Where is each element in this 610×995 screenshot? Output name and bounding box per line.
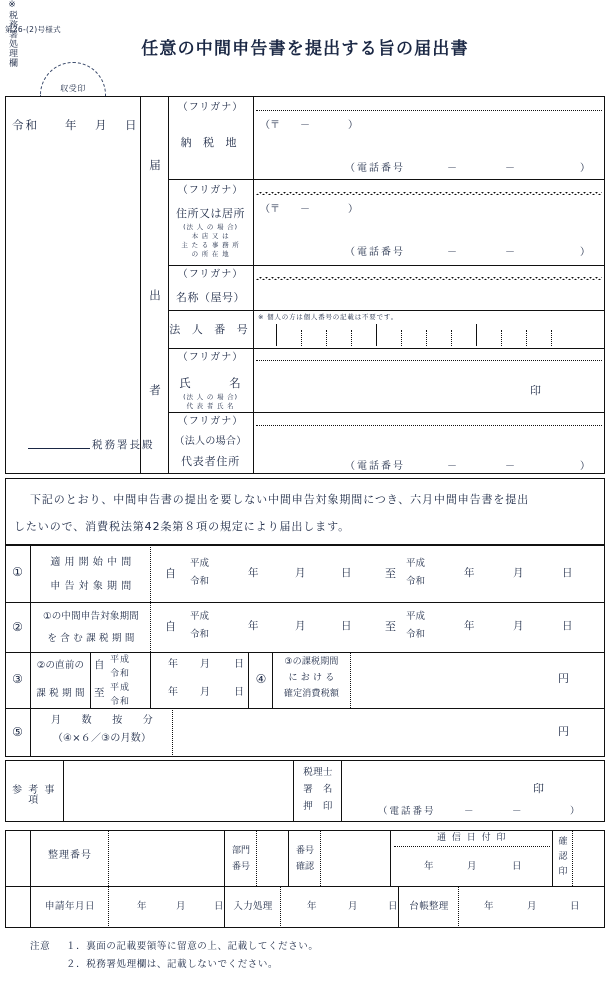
item-1-from-day: 日 [341, 567, 352, 579]
corporate-number-cell-divider [351, 330, 352, 346]
filing-date-day: 日 [125, 118, 137, 132]
comm-date-stamp-label: 通 信 日 付 印 [437, 833, 507, 843]
address-label: 住所又は居所 [176, 207, 245, 220]
phone-suffix-address: ） [580, 247, 590, 258]
furigana-rule [256, 277, 602, 280]
item-2-label-0: ①の中間申告対象期間 [42, 611, 140, 622]
postal-dash-address: － [300, 204, 310, 215]
divider [350, 652, 351, 708]
item-1-label-1: 申 告 対 象 期 間 [50, 581, 132, 592]
item-3-to-day: 日 [234, 687, 244, 698]
item-1-label-0: 適 用 開 始 中 間 [50, 557, 132, 568]
filing-date-month: 月 [95, 118, 107, 132]
phone-label-rep: （電話番号 [345, 461, 405, 472]
divider [172, 708, 173, 757]
tax-accountant-phone-suffix: ） [570, 806, 580, 817]
item-1-marker: ① [12, 565, 23, 579]
divider [224, 830, 225, 886]
item-5-marker: ⑤ [12, 725, 23, 739]
tax-accountant-label-1: 署 名 [303, 784, 333, 795]
item-3-marker: ③ [12, 672, 23, 686]
postal-suffix-address: ） [348, 204, 358, 215]
rep-address-sublabel: （法人の場合） [174, 436, 247, 447]
item-4-label-2: 確定消費税額 [283, 689, 340, 699]
divider [63, 760, 64, 822]
filing-date-era: 令和 [12, 118, 39, 132]
item-1-to: 至 [385, 567, 396, 580]
application-date-day: 日 [214, 901, 224, 912]
item-2-marker: ② [12, 620, 23, 634]
tax-office-input-line [28, 448, 90, 449]
divider [5, 652, 605, 653]
divider [168, 179, 605, 180]
postal-prefix-address: （〒 [260, 204, 280, 215]
ledger-organize-label: 台帳整理 [409, 901, 449, 912]
office-use-block [5, 830, 605, 928]
item-2-from: 自 [165, 620, 176, 633]
footer-notes-label: 注意 [30, 941, 51, 952]
item-2-to-reiwa: 令和 [406, 629, 426, 640]
declarant-vertical-char-0: 届 [149, 158, 161, 172]
phone-dash2-address: － [505, 247, 515, 258]
input-process-label: 入力処理 [233, 901, 273, 912]
number-check-label-0: 番号 [295, 846, 314, 856]
item-3-label-1: 課 税 期 間 [36, 688, 85, 699]
corporate-number-cell-divider [301, 330, 302, 346]
tax-accountant-label-2: 押 印 [303, 801, 333, 812]
corporate-number-cell-divider [376, 324, 377, 346]
tax-accountant-phone-dash1: － [464, 806, 474, 817]
phone-suffix-rep: ） [580, 461, 590, 472]
remarks-label: 参 考 事 項 [12, 785, 56, 806]
divider [248, 652, 249, 708]
tax-accountant-label-0: 税理士 [303, 767, 333, 778]
item-3-to-year: 年 [168, 687, 178, 698]
item-3-to-heisei: 平成 [110, 683, 131, 693]
corporate-number-cell-divider [276, 324, 277, 346]
item-1-from: 自 [165, 567, 176, 580]
personal-name-sublabel-0: (法 人 の 場 合) [183, 393, 238, 401]
item-2-to-day: 日 [562, 620, 573, 632]
page-title: 任意の中間申告書を提出する旨の届出書 [141, 39, 469, 59]
item-3-to-reiwa: 令和 [110, 697, 131, 707]
item-2-to: 至 [385, 620, 396, 633]
item-4-marker: ④ [255, 672, 267, 686]
confirm-seal-label-2: 印 [558, 867, 568, 877]
divider [280, 886, 281, 928]
receipt-stamp-label: 収受印 [60, 84, 86, 93]
ledger-organize-month: 月 [527, 901, 537, 912]
item-1-to-day: 日 [562, 567, 573, 579]
item-3-to-month: 月 [200, 687, 210, 698]
divider [293, 760, 294, 822]
item-2-to-year: 年 [464, 620, 475, 632]
form-number: 第26-(2)号様式 [5, 25, 61, 34]
address-sublabel-1: 本 店 又 は [191, 232, 230, 240]
number-check-label-1: 確認 [295, 862, 314, 872]
divider [272, 652, 273, 708]
tax-office-label: 税務署長殿 [92, 439, 155, 451]
comm-date-month: 月 [467, 861, 477, 872]
corporate-number-cell-divider [426, 330, 427, 346]
item-1-to-month: 月 [513, 567, 524, 579]
furigana-rule [256, 360, 602, 361]
divider [168, 310, 605, 311]
address-sublabel-3: の 所 在 地 [191, 250, 230, 258]
divider [341, 760, 342, 822]
divider [90, 652, 91, 708]
corporate-number-cell-divider [526, 330, 527, 346]
corporate-number-cell-divider [326, 330, 327, 346]
postal-dash-tax-place: － [300, 120, 310, 131]
declarant-block [5, 96, 605, 474]
tax-accountant-phone-dash2: － [512, 806, 522, 817]
confirm-seal-label-0: 確 [558, 837, 568, 847]
divider [288, 830, 289, 886]
corporate-number-cell-divider [476, 324, 477, 346]
item-5-yen: 円 [558, 725, 569, 738]
phone-dash1-address: － [447, 247, 457, 258]
phone-dash1-rep: － [447, 461, 457, 472]
item-2-to-month: 月 [513, 620, 524, 632]
item-3-from-month: 月 [200, 659, 210, 670]
personal-name-sublabel-1: 代 表 者 氏 名 [186, 402, 235, 410]
phone-dash2-tax-place: － [505, 163, 515, 174]
corporate-number-cell-divider [501, 330, 502, 346]
personal-name-seal: 印 [530, 384, 541, 397]
item-2-from-heisei: 平成 [190, 611, 210, 622]
divider [552, 830, 553, 886]
department-number-label-0: 部門 [231, 846, 250, 856]
divider [150, 652, 151, 708]
name-trade-label: 名称（屋号） [176, 291, 245, 304]
phone-suffix-tax-place: ） [580, 163, 590, 174]
rep-address-label: 代表者住所 [181, 455, 240, 468]
item-4-yen: 円 [558, 672, 569, 685]
divider [458, 886, 459, 928]
furigana-label-name-trade: （フリガナ） [177, 269, 244, 280]
phone-label-address: （電話番号 [345, 247, 405, 258]
comm-date-stamp-rule [394, 846, 550, 847]
furigana-rule [256, 192, 602, 195]
divider [5, 708, 605, 709]
management-number-label: 整理番号 [48, 850, 92, 861]
phone-label-tax-place: （電話番号 [345, 163, 405, 174]
furigana-rule [256, 110, 602, 111]
corporate-number-note: ※ 個人の方は個人番号の記載は不要です。 [258, 313, 398, 321]
corporate-number-cell-divider [551, 330, 552, 346]
divider [390, 830, 391, 886]
application-date-month: 月 [176, 901, 186, 912]
item-2-from-day: 日 [341, 620, 352, 632]
item-4-label-0: ③の課税期間 [284, 657, 339, 667]
item-2-label-1: を 含 む 課 税 期 間 [47, 633, 135, 644]
item-2-from-month: 月 [295, 620, 306, 632]
item-3-from-day: 日 [234, 659, 244, 670]
item-2-from-year: 年 [248, 620, 259, 632]
corporate-number-label: 法 人 番 号 [169, 323, 252, 336]
declaration-block [5, 478, 605, 545]
comm-date-year: 年 [424, 861, 434, 872]
item-5-label-1: （④×６／③の月数） [52, 733, 152, 744]
divider [5, 886, 605, 887]
furigana-label-tax-place: （フリガナ） [177, 102, 244, 113]
divider [140, 96, 141, 474]
divider [168, 412, 605, 413]
postal-prefix-tax-place: （〒 [260, 120, 280, 131]
item-3-from-heisei: 平成 [110, 655, 131, 665]
filing-date-year: 年 [65, 118, 77, 132]
item-4-label-1: に お け る [288, 673, 335, 683]
furigana-label-personal-name: （フリガナ） [177, 352, 244, 363]
office-use-vertical-label: ※税務署処理欄 [7, 0, 17, 68]
item-1-from-heisei: 平成 [190, 558, 210, 569]
application-date-year: 年 [137, 901, 147, 912]
item-3-from: 自 [94, 659, 105, 671]
item-1-from-month: 月 [295, 567, 306, 579]
department-number-label-1: 番号 [231, 862, 250, 872]
item-1-to-reiwa: 令和 [406, 576, 426, 587]
furigana-label-address: （フリガナ） [177, 185, 244, 196]
input-process-day: 日 [388, 901, 398, 912]
divider [108, 886, 109, 928]
corporate-number-cell-divider [451, 330, 452, 346]
divider [168, 348, 605, 349]
confirm-seal-label-1: 認 [558, 852, 568, 862]
item-3-to: 至 [94, 687, 105, 699]
item-3-label-0: ②の直前の [36, 660, 85, 671]
item-1-from-year: 年 [248, 567, 259, 579]
divider [320, 830, 321, 886]
application-date-label: 申請年月日 [44, 901, 95, 912]
address-sublabel-2: 主 た る 事 務 所 [181, 241, 240, 249]
divider [253, 96, 254, 474]
phone-dash2-rep: － [505, 461, 515, 472]
receipt-stamp-circle [40, 62, 106, 96]
declaration-line-2: したいので、消費税法第42条第８項の規定により届出します。 [14, 520, 350, 533]
divider [572, 830, 573, 886]
corporate-number-cell-divider [401, 330, 402, 346]
ledger-organize-year: 年 [484, 901, 494, 912]
divider [5, 602, 605, 603]
furigana-rule [256, 425, 602, 426]
item-3-from-year: 年 [168, 659, 178, 670]
item-3-from-reiwa: 令和 [110, 669, 131, 679]
item-5-label-0: 月 数 按 分 [51, 715, 153, 726]
comm-date-day: 日 [512, 861, 522, 872]
divider [224, 886, 225, 928]
tax-accountant-phone-label: （電話番号 [378, 806, 436, 817]
footer-note-2: ２．税務署処理欄は、記載しないでください。 [66, 959, 279, 970]
furigana-label-rep-address: （フリガナ） [177, 416, 244, 427]
tax-accountant-seal: 印 [533, 782, 544, 795]
divider [108, 830, 109, 886]
input-process-month: 月 [348, 901, 358, 912]
divider [398, 886, 399, 928]
divider [30, 830, 31, 928]
item-1-from-reiwa: 令和 [190, 576, 210, 587]
divider [30, 545, 31, 757]
phone-dash1-tax-place: － [447, 163, 457, 174]
item-2-to-heisei: 平成 [406, 611, 426, 622]
declarant-vertical-char-1: 出 [149, 288, 161, 302]
postal-suffix-tax-place: ） [348, 120, 358, 131]
declaration-line-1: 下記のとおり、中間申告書の提出を要しない中間申告対象期間につき、六月中間申告書を提出 [30, 493, 530, 506]
tax-place-label: 納 税 地 [180, 136, 241, 149]
address-sublabel-0: (法 人 の 場 合) [183, 223, 238, 231]
input-process-year: 年 [307, 901, 317, 912]
item-2-from-reiwa: 令和 [190, 629, 210, 640]
divider [168, 265, 605, 266]
divider [256, 830, 257, 886]
declarant-vertical-char-2: 者 [149, 383, 161, 397]
item-1-to-heisei: 平成 [406, 558, 426, 569]
personal-name-label: 氏 名 [179, 376, 242, 390]
item-1-to-year: 年 [464, 567, 475, 579]
divider [150, 545, 151, 652]
ledger-organize-day: 日 [570, 901, 580, 912]
footer-note-1: １．裏面の記載要領等に留意の上、記載してください。 [66, 941, 319, 952]
